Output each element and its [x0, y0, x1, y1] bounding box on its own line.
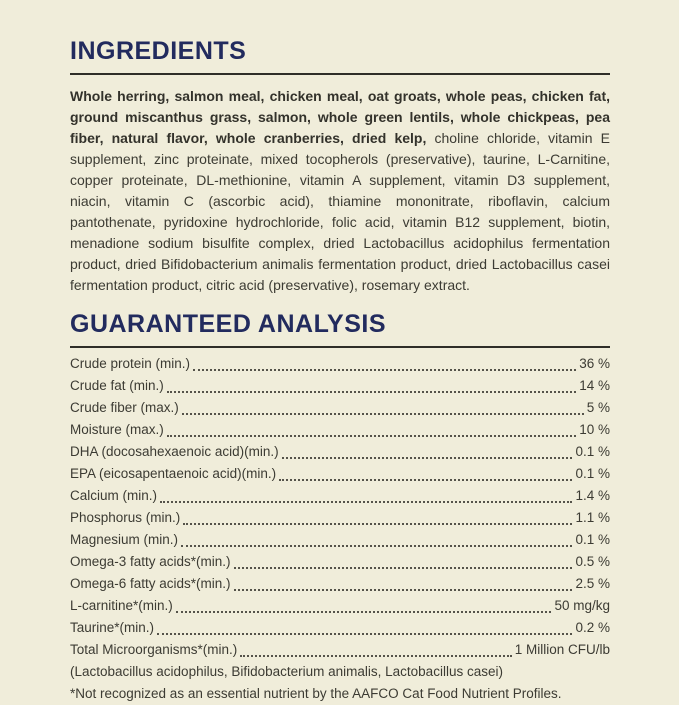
analysis-row-label: Moisture (max.) [70, 422, 164, 437]
analysis-row-magnesium [70, 529, 610, 551]
analysis-row-taurine [70, 617, 610, 639]
analysis-row-label: DHA (docosahexaenoic acid)(min.) [70, 444, 279, 459]
ingredients-supplement-list: choline chloride, vitamin E supplement, zinc proteinate, mixed tocopherols (preservative), taurine, L-Carnitine, copper proteinate, DL-methionine, vitamin A supplement, vitamin D3 supplement, niacin, vitamin C (ascorbic acid), thiamine mononitrate, riboflavin, calcium pantothenate, pyridoxine hydrochloride, folic acid, vitamin B12 supplement, biotin, menadione sodium bisulfite complex, dried Lactobacillus acidophilus fermentation product, dried Bifidobacterium animalis fermentation product, dried Lactobacillus casei fermentation product, citric acid (preservative), rosemary extract. [70, 130, 610, 293]
analysis-row-value: 5 % [586, 400, 610, 415]
dotted-leader [160, 501, 572, 503]
analysis-row-lcarnitine [70, 595, 610, 617]
ingredients-main-list: Whole herring, salmon meal, chicken meal, oat groats, whole peas, chicken fat, ground miscanthus grass, salmon, whole green lentils, whole chickpeas, pea fiber, natural flavor, whole cranberries, dried kelp, [70, 88, 610, 146]
analysis-row-label: Magnesium (min.) [70, 532, 179, 547]
analysis-row-phosphorus [70, 507, 610, 529]
dotted-leader [279, 479, 572, 481]
analysis-row-value: 10 % [579, 422, 610, 437]
analysis-row-value: 1 Million CFU/lb [514, 642, 610, 657]
analysis-row-value: 0.1 % [575, 466, 610, 481]
analysis-row-total-microorganisms [70, 639, 610, 661]
analysis-row-value: 1.1 % [575, 510, 610, 525]
ingredients-text [70, 86, 610, 296]
analysis-row-value: 0.1 % [575, 532, 610, 547]
dotted-leader [167, 435, 576, 437]
dotted-leader [176, 611, 552, 613]
analysis-row-label: Taurine*(min.) [70, 620, 155, 635]
analysis-row-value: 14 % [579, 378, 610, 393]
analysis-row-calcium [70, 485, 610, 507]
dotted-leader [240, 655, 511, 657]
analysis-row-label: Total Microorganisms*(min.) [70, 642, 238, 657]
dotted-leader [282, 457, 573, 459]
analysis-row-dha [70, 441, 610, 463]
dotted-leader [167, 391, 576, 393]
analysis-row-moisture [70, 419, 610, 441]
analysis-row-label: Omega-6 fatty acids*(min.) [70, 576, 231, 591]
ingredients-heading: INGREDIENTS [70, 37, 247, 65]
analysis-table [70, 353, 610, 705]
analysis-row-value: 0.5 % [575, 554, 610, 569]
analysis-row-value: 0.2 % [575, 620, 610, 635]
analysis-section [70, 311, 610, 705]
dotted-leader [183, 523, 572, 525]
analysis-row-crude-protein [70, 353, 610, 375]
dotted-leader [193, 369, 576, 371]
analysis-rule [70, 346, 610, 348]
dotted-leader [182, 413, 584, 415]
analysis-row-label: Crude fat (min.) [70, 378, 164, 393]
analysis-row-value: 1.4 % [575, 488, 610, 503]
analysis-row-omega3 [70, 551, 610, 573]
ingredients-section [70, 38, 610, 296]
analysis-row-label: Omega-3 fatty acids*(min.) [70, 554, 231, 569]
dotted-leader [157, 633, 572, 635]
analysis-row-crude-fat [70, 375, 610, 397]
analysis-row-label: Crude fiber (max.) [70, 400, 179, 415]
analysis-row-label: Crude protein (min.) [70, 356, 191, 371]
probiotics-note: (Lactobacillus acidophilus, Bifidobacterium animalis, Lactobacillus casei) [70, 664, 503, 679]
dotted-leader [234, 589, 573, 591]
analysis-row-value: 0.1 % [575, 444, 610, 459]
analysis-row-epa [70, 463, 610, 485]
analysis-row-label: Calcium (min.) [70, 488, 158, 503]
analysis-row-label: EPA (eicosapentaenoic acid)(min.) [70, 466, 277, 481]
dotted-leader [234, 567, 573, 569]
analysis-row-label: L-carnitine*(min.) [70, 598, 173, 613]
aafco-footnote: *Not recognized as an essential nutrient by the AAFCO Cat Food Nutrient Profiles. [70, 686, 562, 701]
analysis-row-value: 36 % [579, 356, 610, 371]
ingredients-rule [70, 73, 610, 75]
analysis-heading: GUARANTEED ANALYSIS [70, 310, 387, 338]
analysis-row-omega6 [70, 573, 610, 595]
analysis-row-value: 50 mg/kg [554, 598, 610, 613]
analysis-row-value: 2.5 % [575, 576, 610, 591]
dotted-leader [181, 545, 572, 547]
analysis-row-crude-fiber [70, 397, 610, 419]
analysis-row-label: Phosphorus (min.) [70, 510, 181, 525]
